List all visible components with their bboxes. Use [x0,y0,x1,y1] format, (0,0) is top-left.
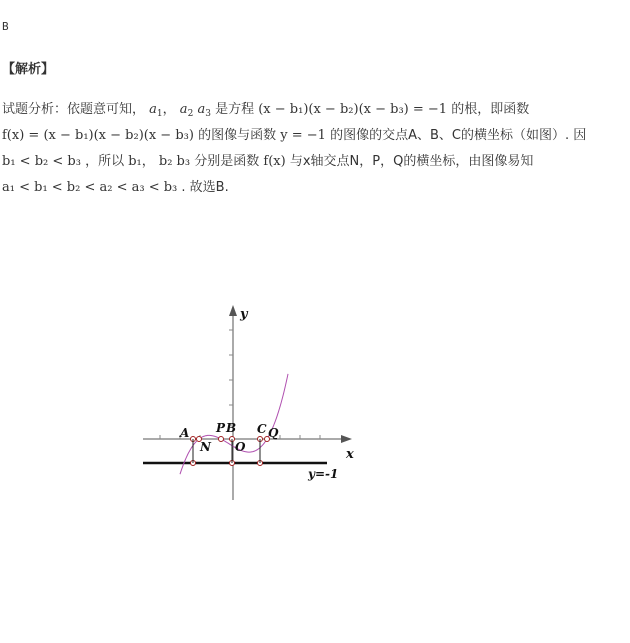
math-eq-root: (x − b₁)(x − b₂)(x − b₃) = −1 [258,102,448,117]
text-l1a: 试题分析：依题意可知， [2,102,146,117]
math-a3: $a_3$ [197,102,211,119]
text-l3b: 分别是函数 [194,154,260,169]
text-l3c: 与x轴交点N，P，Q的横坐标，由图像易知 [289,154,534,169]
section-title: 【解析】 [2,62,55,77]
y-axis-arrow [229,305,237,316]
text-l2a: 的图像与函数 [198,128,277,143]
label-P: P [216,421,226,435]
y-axis-ticks [229,330,233,425]
label-x: x [346,447,354,462]
label-O: O [235,440,246,454]
label-A: A [180,426,190,440]
math-y-line: y = −1 [280,128,326,143]
math-a1: $a_1$ [149,102,163,119]
math-f-def: f(x) = (x − b₁)(x − b₂)(x − b₃) [2,128,194,143]
text-l1b: 是方程 [215,102,255,117]
math-b-list: b₁， b₂ b₃ [128,154,191,169]
label-Q: Q [268,426,279,440]
x-axis-arrow [341,435,352,443]
label-y-minus-1: y=-1 [308,467,339,481]
text-l1c: 的根，即函数 [451,102,530,117]
math-a2: $a_2$ [179,102,194,119]
analysis-line-1: 试题分析：依题意可知， $a_1$， $a_2$ $a_3$ 是方程 (x − b₁)(x − b₂)(x − b₃) = −1 的根，即函数 [2,102,530,119]
label-C: C [257,422,267,436]
text-l4a: . 故选B. [181,180,229,195]
math-a-order: a₁ < b₁ < b₂ < a₂ < a₃ < b₃ [2,180,178,195]
math-fx: f(x) [263,154,286,169]
answer-letter: B [2,20,9,33]
label-N: N [200,440,211,454]
label-y: y [240,307,248,322]
point-P [219,437,224,442]
text-l3a: ，所以 [85,154,125,169]
text-l2b: 的图像的交点A、B、C的横坐标（如图）. 因 [330,128,587,143]
label-B: B [226,421,237,435]
math-b-order: b₁ < b₂ < b₃ [2,154,81,169]
